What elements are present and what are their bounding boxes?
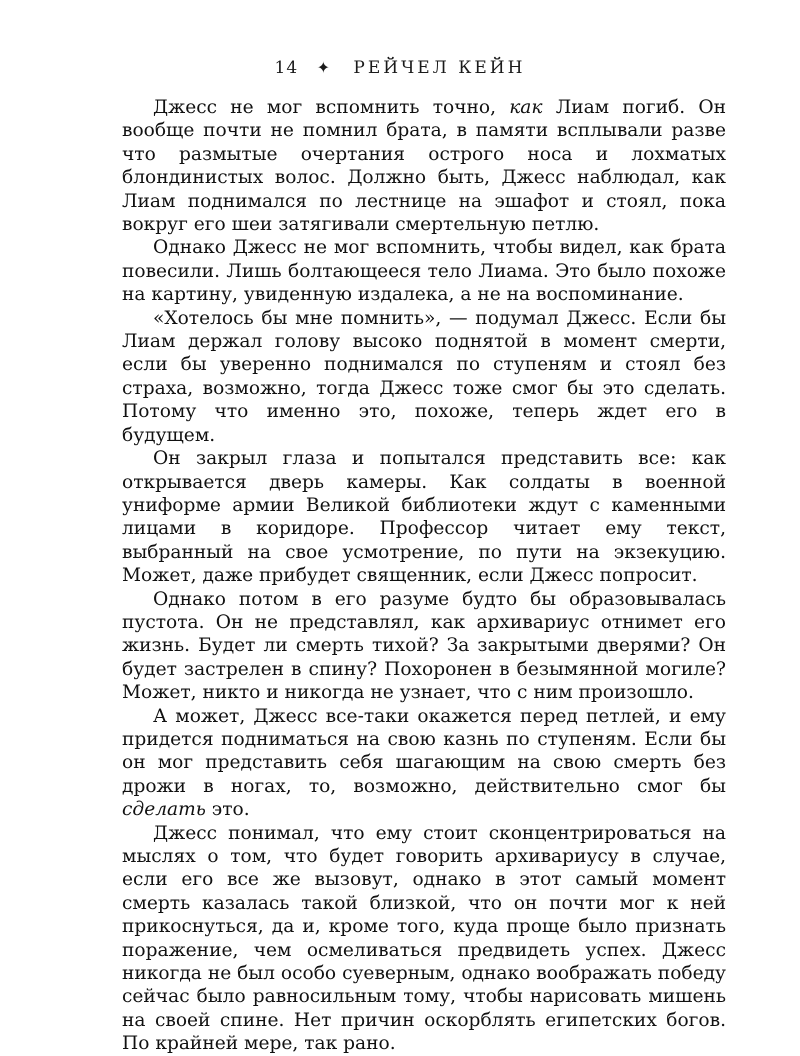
- paragraph: «Хотелось бы мне помнить», — подумал Джесс. Если бы Лиам держал голову высоко поднятой в момент смерти, если бы уверенно поднимался по ступеням и стоял без страха, возможно, тогда Джесс тоже смог бы это сделать. Потому что именно это, похоже, теперь ждет его в будущем.: [122, 307, 726, 446]
- body-text: [122, 96, 726, 1056]
- star-ornament-icon: ✦: [316, 58, 333, 77]
- author-name: РЕЙЧЕЛ КЕЙН: [353, 58, 526, 78]
- page-number: 14: [274, 58, 299, 78]
- paragraph: Джесс понимал, что ему стоит сконцентрироваться на мыслях о том, что будет говорить архивариусу в случае, если его все же вызовут, однако в этот самый момент смерть казалась такой близкой, что он почти мог к ней прикоснуться, да и, кроме того, куда проще было признать поражение, чем осмеливаться предвидеть успех. Джесс никогда не был особо суеверным, однако воображать победу сейчас было равносильным тому, чтобы нарисовать мишень на своей спине. Нет причин оскорблять египетских богов. По крайней мере, так рано.: [122, 822, 726, 1055]
- paragraph: Он закрыл глаза и попытался представить все: как открывается дверь камеры. Как солдаты в военной униформе армии Великой библиотеки ждут с каменными лицами в коридоре. Профессор читает ему текст, выбранный на свое усмотрение, по пути на экзекуцию. Может, даже прибудет священник, если Джесс попросит.: [122, 448, 726, 587]
- paragraph: Джесс не мог вспомнить точно, как Лиам погиб. Он вообще почти не помнил брата, в памяти всплывали разве что размытые очертания острого носа и лохматых блондинистых волос. Должно быть, Джесс наблюдал, как Лиам поднимался по лестнице на эшафот и стоял, пока вокруг его шеи затягивали смертельную петлю.: [122, 97, 726, 236]
- paragraph: Однако Джесс не мог вспомнить, чтобы видел, как брата повесили. Лишь болтающееся тело Лиама. Это было похоже на картину, увиденную издалека, а не на воспоминание.: [122, 237, 726, 306]
- paragraph: А может, Джесс все-таки окажется перед петлей, и ему придется подниматься на свою казнь по ступеням. Если бы он мог представить себя шагающим на свою смерть без дрожи в ногах, то, возможно, действительно смог бы сделать это.: [122, 705, 726, 821]
- running-head: [0, 58, 800, 78]
- paragraph: Однако потом в его разуме будто бы образовывалась пустота. Он не представлял, как архивариус отнимет его жизнь. Будет ли смерть тихой? За закрытыми дверями? Он будет застрелен в спину? Похоронен в безымянной могиле? Может, никто и никогда не узнает, что с ним произошло.: [122, 588, 726, 704]
